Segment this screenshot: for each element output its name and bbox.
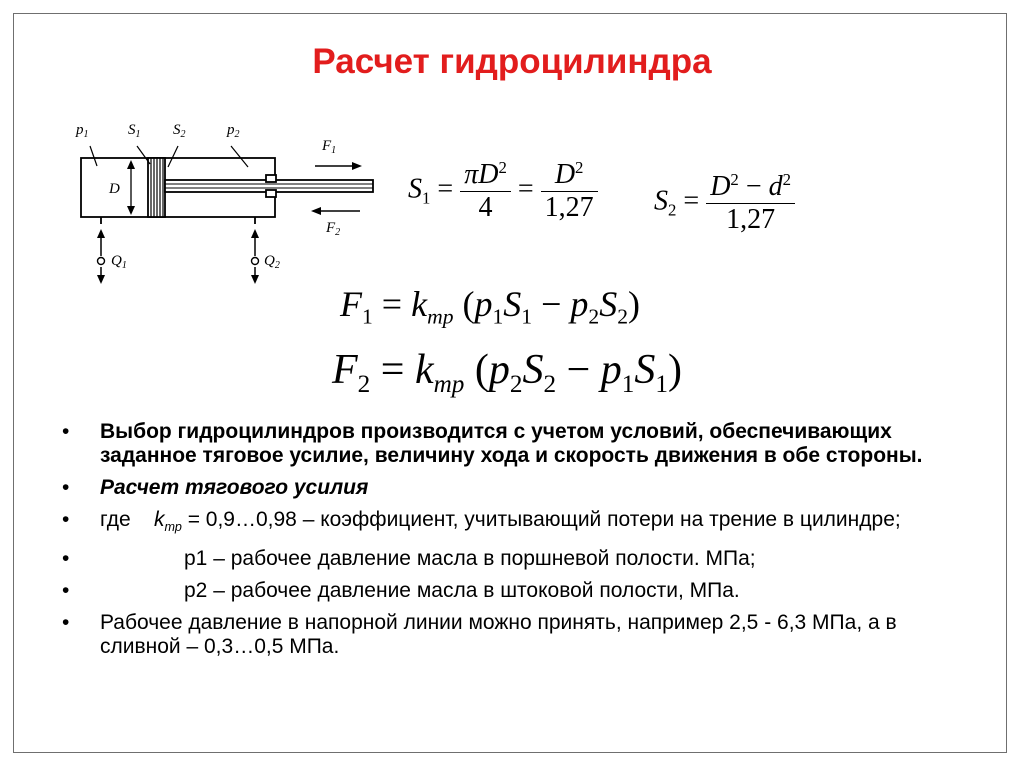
label-f1: $F_1$ — [322, 138, 337, 156]
label-s2: $S_2$ — [173, 122, 186, 140]
bullet-list — [60, 420, 960, 667]
label-q2: $Q_2$ — [264, 253, 280, 271]
bullet-item: • где $k_{тр}$ = 0,9…0,98 – коэффициент, учитывающий потери на трение в цилиндре; — [60, 508, 960, 539]
bullet-item: • Выбор гидроцилиндров производится с учетом условий, обеспечивающих заданное тяговое усилие, величину хода и скорость движения в обе стороны. — [60, 420, 960, 468]
formula-s2: $S_2$ = $\frac{D^2 - d^2}{1,27}$ — [654, 170, 795, 236]
hydraulic-cylinder-diagram — [70, 112, 390, 292]
label-p1: $p_1$ — [76, 122, 89, 140]
bullet-item: • p1 – рабочее давление масла в поршневой полости. МПа; — [60, 547, 960, 571]
label-f2: $F_2$ — [326, 220, 341, 238]
label-s1: $S_1$ — [128, 122, 141, 140]
bullet-item: • Рабочее давление в напорной линии можно принять, например 2,5 - 6,3 МПа, а в сливной – 0,3…0,5 МПа. — [60, 611, 960, 659]
formula-f1: $F_1 = k_{тр}$ $(p_1S_1 - p_2S_2)$ — [340, 284, 640, 329]
slide-title: Расчет гидроцилиндра — [312, 42, 712, 81]
formula-f2: $F_2 = k_{тр}$ $(p_2S_2 - p_1S_1)$ — [332, 347, 682, 398]
label-p2: $p_2$ — [227, 122, 240, 140]
bullet-item: • p2 – рабочее давление масла в штоковой полости, МПа. — [60, 579, 960, 603]
label-q1: $Q_1$ — [111, 253, 127, 271]
bullet-item: • Расчет тягового усилия — [60, 476, 960, 500]
rod-seal-top — [266, 175, 276, 182]
label-d: D — [109, 181, 120, 197]
rod-seal-bottom — [266, 190, 276, 197]
formula-s1: $S_1$ = $\frac{\pi D^2}{4}$ = $\frac{D^2}{1,27}$ — [408, 158, 598, 224]
